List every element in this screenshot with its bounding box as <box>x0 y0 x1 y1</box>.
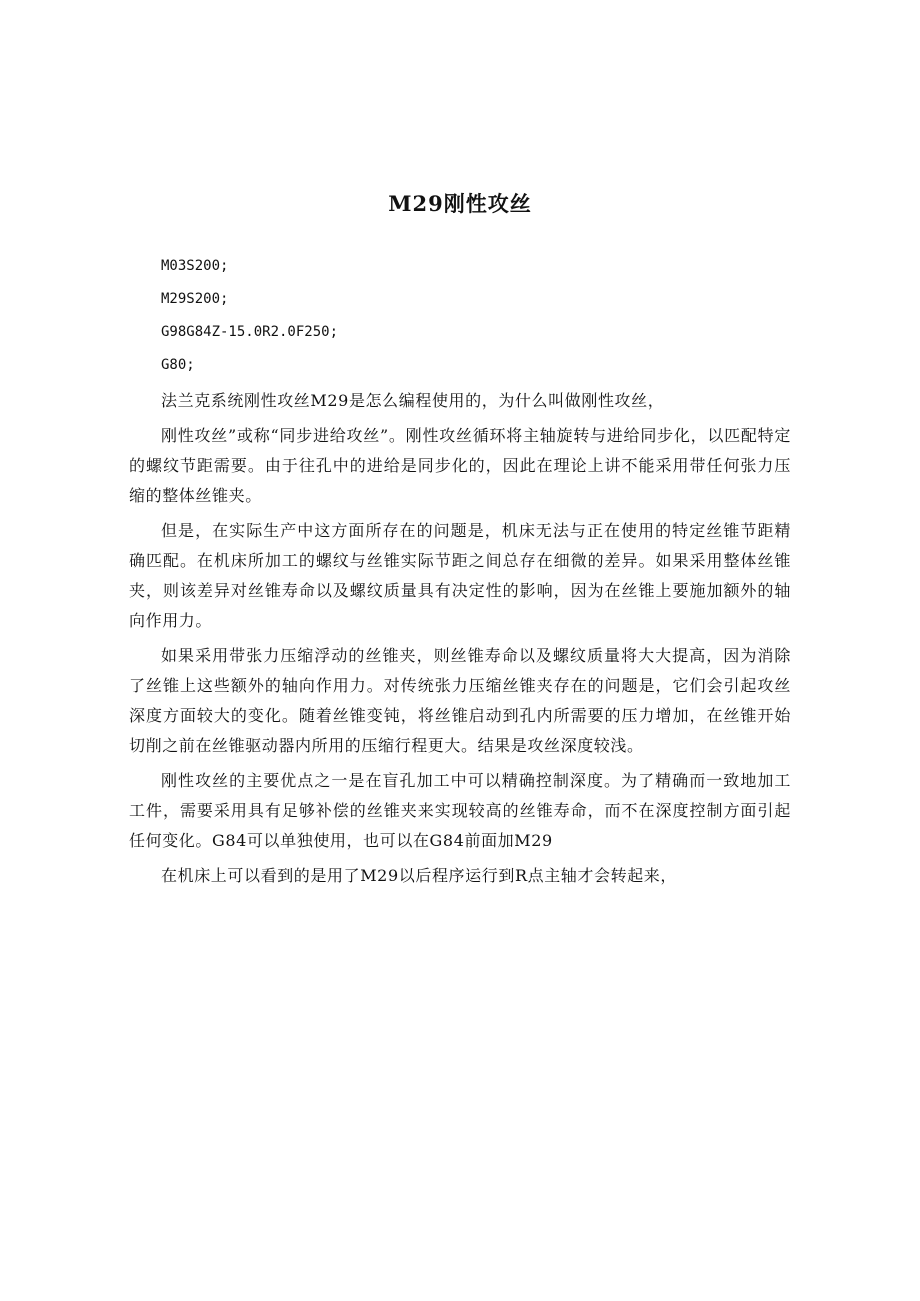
paragraph: 刚性攻丝的主要优点之一是在盲孔加工中可以精确控制深度。为了精确而一致地加工工件，需要采用具有足够补偿的丝锥夹来实现较高的丝锥寿命，而不在深度控制方面引起任何变化。G84可以单独使用，也可以在G84前面加M29 <box>129 771 791 850</box>
code-line: M29S200; <box>161 291 229 307</box>
document-title: M29刚性攻丝 <box>388 191 532 216</box>
paragraph: 在机床上可以看到的是用了M29以后程序运行到R点主轴才会转起来， <box>161 866 677 885</box>
code-line: G80; <box>161 357 195 373</box>
paragraph: 法兰克系统刚性攻丝M29是怎么编程使用的，为什么叫做刚性攻丝， <box>161 391 665 410</box>
code-line: G98G84Z-15.0R2.0F250; <box>161 324 339 340</box>
code-line: M03S200; <box>161 258 229 274</box>
document-body <box>129 250 791 896</box>
paragraph: 刚性攻丝”或称“同步进给攻丝”。刚性攻丝循环将主轴旋转与进给同步化，以匹配特定的螺纹节距需要。由于往孔中的进给是同步化的，因此在理论上讲不能采用带任何张力压缩的整体丝锥夹。 <box>129 426 791 505</box>
paragraph: 但是，在实际生产中这方面所存在的问题是，机床无法与正在使用的特定丝锥节距精确匹配。在机床所加工的螺纹与丝锥实际节距之间总存在细微的差异。如果采用整体丝锥夹，则该差异对丝锥寿命以及螺纹质量具有决定性的影响，因为在丝锥上要施加额外的轴向作用力。 <box>129 521 791 630</box>
paragraph: 如果采用带张力压缩浮动的丝锥夹，则丝锥寿命以及螺纹质量将大大提高，因为消除了丝锥上这些额外的轴向作用力。对传统张力压缩丝锥夹存在的问题是，它们会引起攻丝深度方面较大的变化。随着丝锥变钝，将丝锥启动到孔内所需要的压力增加，在丝锥开始切削之前在丝锥驱动器内所用的压缩行程更大。结果是攻丝深度较浅。 <box>129 646 791 755</box>
